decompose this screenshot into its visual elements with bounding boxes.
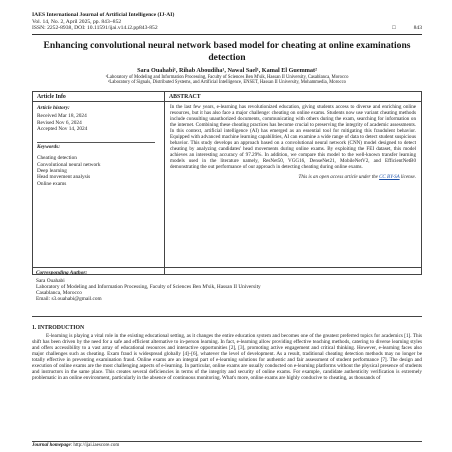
footer-url[interactable]: : http://ijai.iaescore.com — [70, 443, 120, 448]
corresponding-label: Corresponding Author: — [36, 270, 88, 276]
affiliations — [32, 75, 422, 86]
footer-rule — [32, 441, 422, 442]
abstract-column — [165, 92, 421, 274]
volume-line: Vol. 14, No. 2, April 2025, pp. 843~852 — [32, 18, 122, 25]
journal-name: IAES International Journal of Artificial Intelligence (IJ-AI) — [32, 12, 175, 18]
keyword-item: Convolutional neural network — [37, 161, 101, 168]
history-accepted: Accepted Nov 14, 2024 — [37, 125, 88, 132]
journal-header — [32, 12, 422, 32]
page-separator-icon: □ — [392, 25, 396, 32]
keywords-label: Keywords: — [37, 144, 60, 151]
paper-title: Enhancing convolutional neural network based model for cheating at online examinations detection — [43, 40, 411, 63]
section-heading-introduction: 1. INTRODUCTION — [32, 325, 85, 331]
header-rule — [32, 34, 422, 35]
abstract-text: In the last few years, e-learning has revolutionized education, giving students access to diverse and enriching online resources, but it has also face a major challenge: cheating on online exams. Students now use variant cheating methods include consulting unauthorized documents, communicating with others during the exam, searching for information on the internet. Combining these cheating practices has become crucial to preserving the integrity of academic assessments. In this context, artificial intelligence (AI) has emerged as an essential tool for mitigating this fraudulent behavior. Equipped with advanced machine learning capabilities, AI can examine a wide range of data to detect student suspicious behavior. This study develops an approach based on a convolutional neural network (CNN) model designed to detect cheating by analyzing candidates' head movements during online exams. By exploiting the FEI dataset, this model achieves an interesting accuracy of 97.29%. In addition, we compare this model to the well-known transfer learning models used in the literature namely, ResNet50, VGG16, DenseNet21, MobileNetV2, and EfficientNetB0 demonstrating the out performance of our approach in detecting cheating during online exams. — [170, 104, 416, 171]
abstract-heading: ABSTRACT — [165, 92, 421, 102]
corresponding-city: Casablanca, Morocco — [36, 290, 82, 297]
issn-row — [32, 25, 422, 32]
page-footer — [32, 443, 119, 448]
corresponding-name: Sara Ouahabi — [36, 278, 65, 285]
issn-doi: ISSN: 2252-8938, DOI: 10.11591/ijai.v14.i2.pp843-852 — [32, 25, 158, 32]
keyword-item: Cheating detection — [37, 155, 77, 162]
license-suffix: license. — [399, 174, 416, 180]
article-info-heading: Article Info — [33, 92, 164, 102]
keyword-item: Deep learning — [37, 168, 67, 175]
info-divider — [37, 142, 155, 143]
footer-label: Journal homepage — [32, 443, 71, 448]
history-received: Received Mar 18, 2024 — [37, 113, 87, 120]
corresponding-author — [32, 267, 422, 317]
license-link[interactable]: CC BY-SA — [379, 174, 400, 180]
history-label: Article history: — [37, 105, 70, 111]
page-number: 843 — [413, 25, 422, 32]
author-list: Sara Ouahabi¹, Rihab Aboudiha¹, Nawal Sael¹, Kamal El Guemmat² — [137, 67, 317, 74]
keyword-item: Online exams — [37, 180, 67, 187]
article-info-column — [33, 92, 165, 274]
license-line — [165, 173, 421, 182]
introduction-text: E-learning is playing a vital role in the existing educational setting, as it changes the entire education system and becomes one of the greatest preferred topics for academics [1]. This shift has been driven by the need for a safe and efficient alternative to in-person learning. In fact, e-learning allow providing effective teaching methods, catering to diverse learning styles and offers accessibility to a vast array of educational resources and interactive opportunities [2], [3], promoting active engagement and critical thinking. However, e-learning faces also major challenges such as cheating. Exam fraud is widespread globally [4]–[6], whatever the level of development. As a result, traditional cheating detection methods may no longer be totally effective in preventing examination fraud. Online exams are an integral part of e-learning solutions for authentic and fair assessment of student performance [7]. The design and execution of online exams are the most challenging aspects of e-learning. In particular, online exams are usually conducted on e-learning platforms without the physical presence of students and instructors in the same place. This creates several deficiencies in terms of the integrity and security of online exams. For example, candidate authenticity verification is extremely problematic in an online environment, particularly in the absence of continuous monitoring. What's more, online exams are highly conducive to cheating, as thousands of — [32, 333, 422, 382]
history-revised: Revised Nov 6, 2024 — [37, 119, 82, 126]
article-info-body — [33, 102, 164, 189]
keyword-item: Head movement analysis — [37, 174, 91, 181]
affiliation-2: ²Laboratory of Signals, Distributed Systems, and Artificial Intelligence, ENSET, Hassan II University, Mohammedia, Morocco — [107, 80, 347, 86]
article-info-box — [32, 91, 422, 275]
corresponding-affiliation: Laboratory of Modeling and Information Processing, Faculty of Sciences Ben M'sik, Hassan II University — [36, 284, 261, 291]
license-prefix: This is an open access article under the — [298, 174, 380, 180]
corresponding-email[interactable]: Email: s3.ouahabi@gmail.com — [36, 296, 102, 303]
issn-right — [392, 25, 422, 32]
affiliation-1: ¹Laboratory of Modeling and Information Processing, Faculty of Sciences Ben M'sik, Hassan II University, Casablanca, Morocco — [105, 75, 349, 80]
